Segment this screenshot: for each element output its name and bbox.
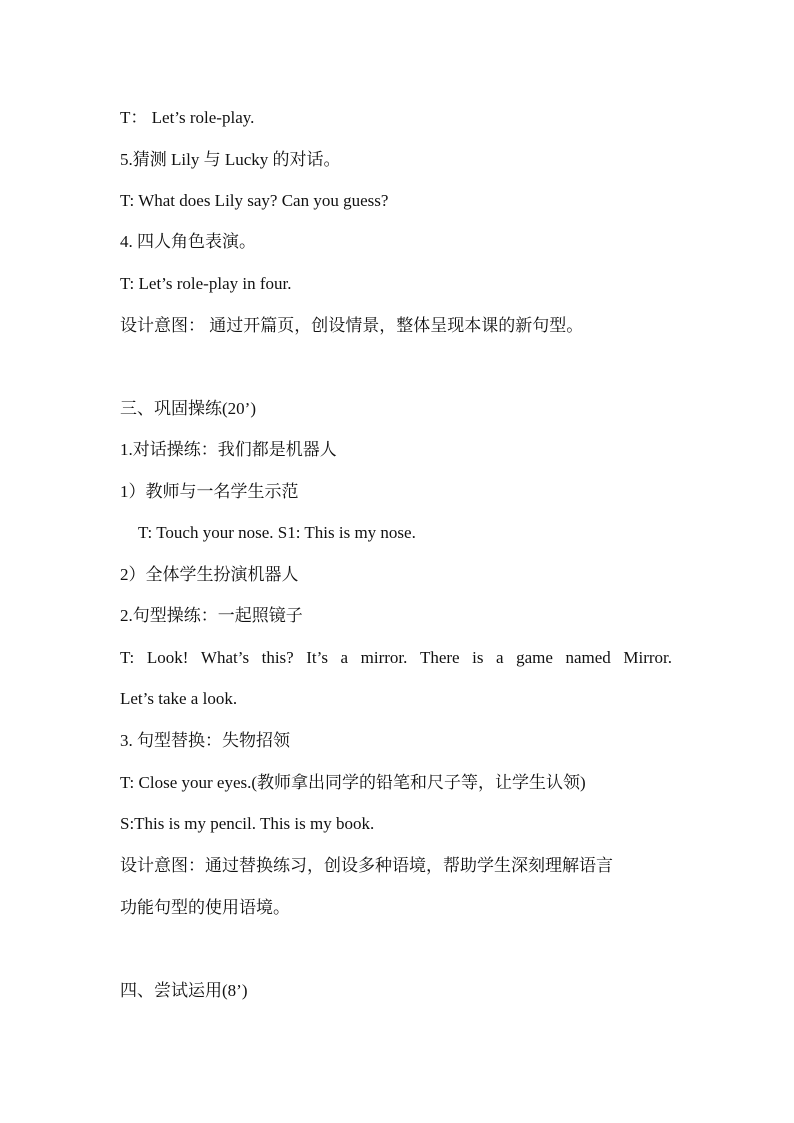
text-line: T: What does Lily say? Can you guess?: [120, 191, 389, 210]
word: T:: [120, 648, 135, 667]
word: is: [472, 648, 484, 667]
word: a: [340, 648, 349, 667]
word: It’s: [306, 648, 328, 667]
word: game: [516, 648, 553, 667]
word: mirror.: [360, 648, 408, 667]
word: There: [419, 648, 460, 667]
list-item: 1）教师与一名学生示范: [120, 482, 299, 501]
list-item: 2）全体学生扮演机器人: [120, 565, 299, 584]
design-intent-paragraph: 设计意图：通过替换练习，创设多种语境，帮助学生深刻理解语言: [120, 856, 613, 875]
dialogue-line: T: Touch your nose. S1: This is my nose.: [138, 523, 416, 542]
text-line: Let’s take a look.: [120, 689, 238, 708]
dialogue-line: T: Close your eyes.(教师拿出同学的铅笔和尺子等，让学生认领): [120, 773, 586, 792]
word: this?: [261, 648, 294, 667]
text-line: T: Let’s role-play in four.: [120, 274, 292, 293]
section-heading: 三、巩固操练(20’): [120, 399, 256, 418]
word: a: [496, 648, 504, 667]
word: Mirror.: [623, 648, 672, 667]
subsection-heading: 1.对话操练：我们都是机器人: [120, 440, 337, 459]
word: What’s: [200, 648, 250, 667]
section-heading: 四、尝试运用(8’): [120, 981, 248, 1000]
word: Look!: [146, 648, 189, 667]
text-line: 4. 四人角色表演。: [120, 232, 256, 251]
word: named: [565, 648, 611, 667]
justified-dialogue-line: [120, 648, 672, 668]
dialogue-line: S:This is my pencil. This is my book.: [120, 814, 375, 833]
design-intent-paragraph: 设计意图： 通过开篇页，创设情景，整体呈现本课的新句型。: [120, 316, 584, 335]
text-line: T： Let’s role-play.: [120, 108, 255, 127]
design-intent-paragraph: 功能句型的使用语境。: [120, 898, 290, 917]
subsection-heading: 2.句型操练：一起照镜子: [120, 606, 303, 625]
subsection-heading: 3. 句型替换：失物招领: [120, 731, 290, 750]
text-line: 5.猜测 Lily 与 Lucky 的对话。: [120, 150, 341, 169]
